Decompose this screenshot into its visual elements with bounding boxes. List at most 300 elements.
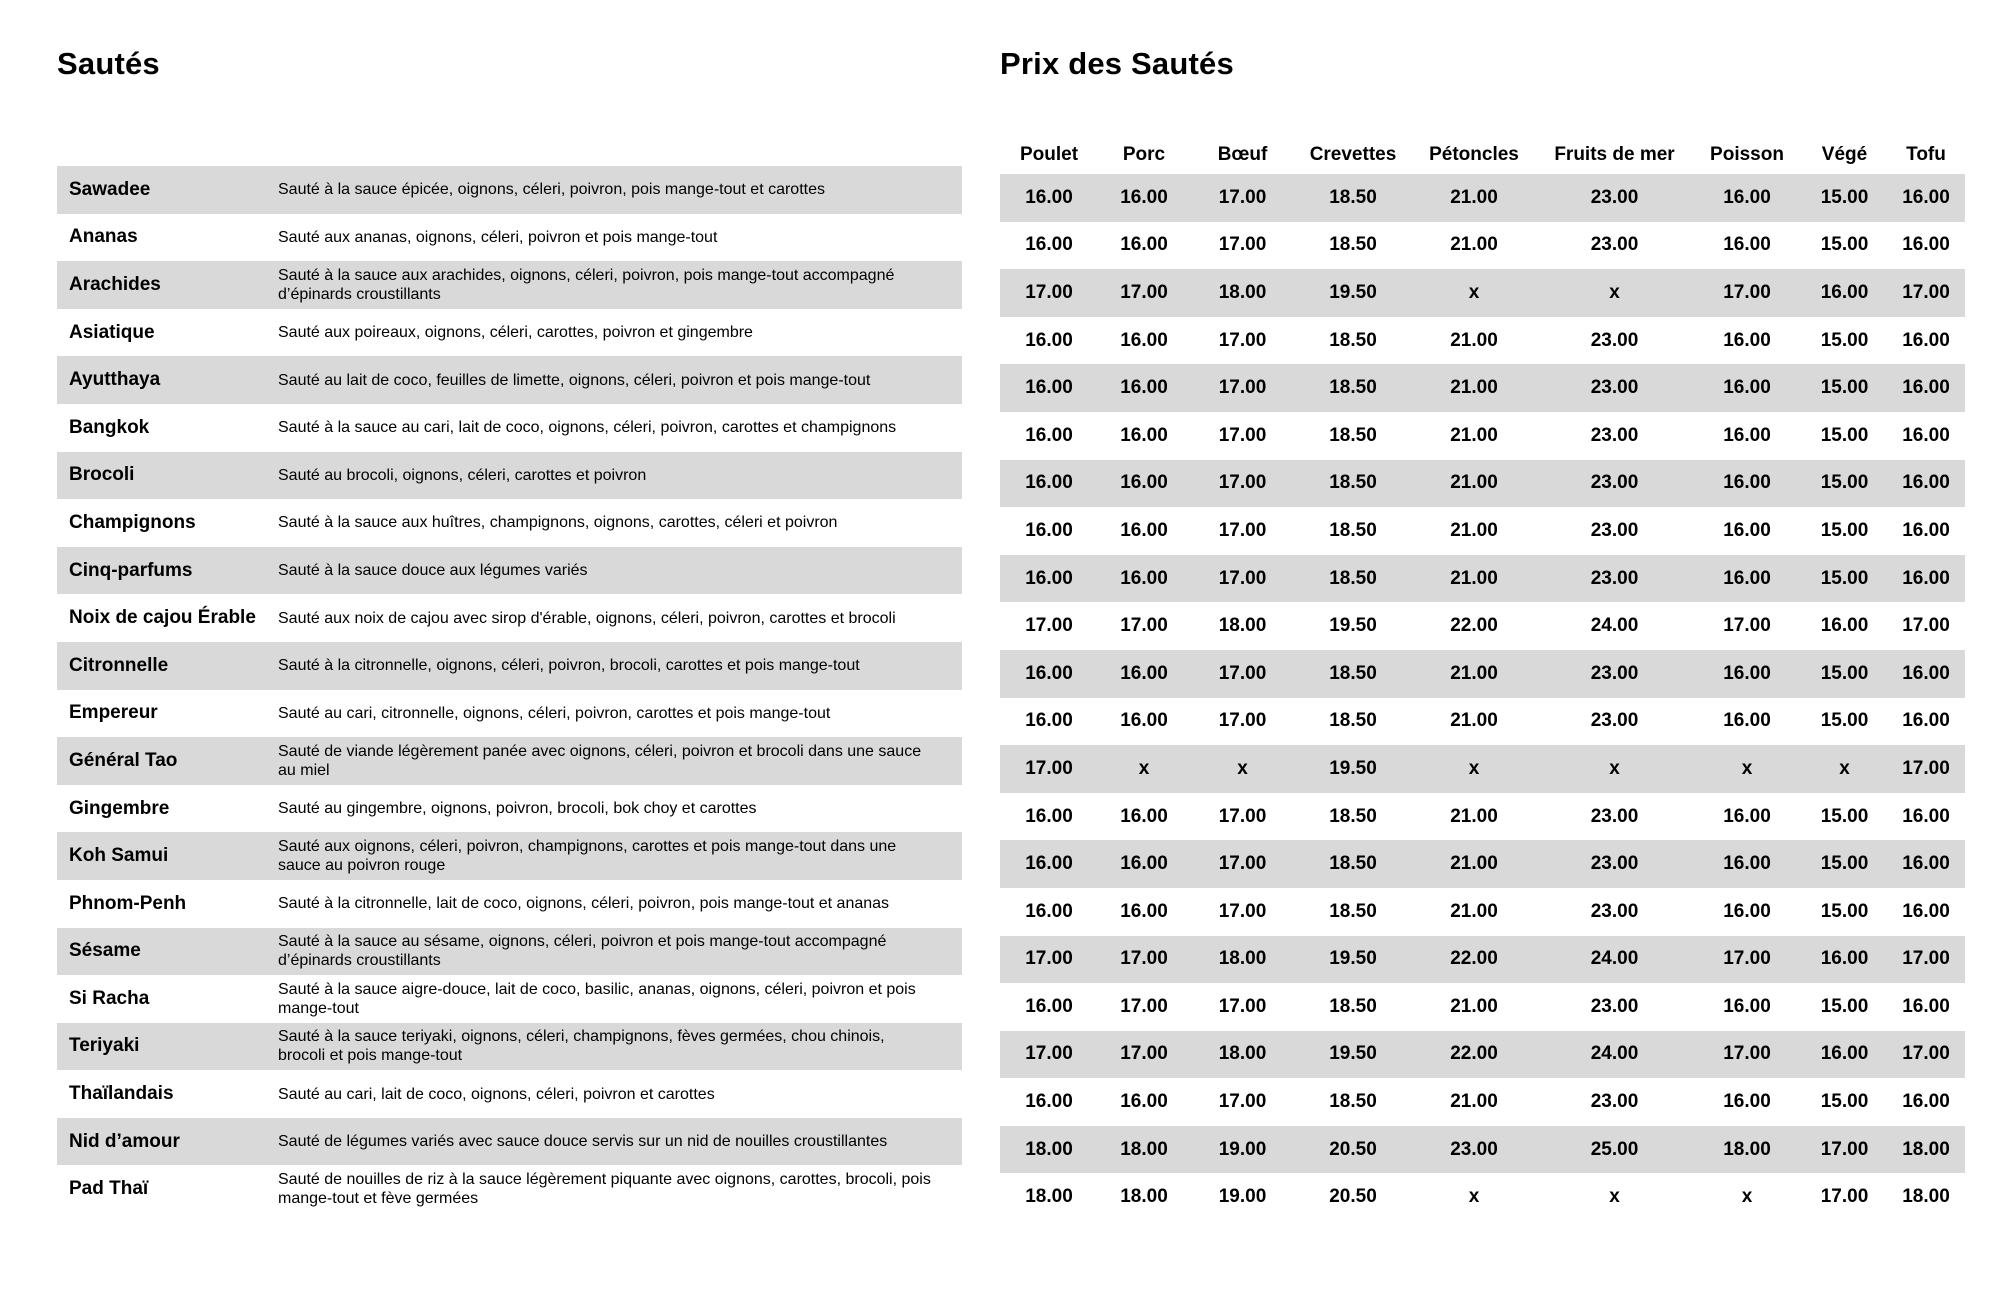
price-cell: 16.00: [1098, 650, 1190, 698]
price-cell: 16.00: [1692, 174, 1802, 222]
price-cell: 18.00: [1190, 936, 1295, 984]
price-cell: 17.00: [1190, 650, 1295, 698]
price-row: [1000, 1078, 1965, 1126]
price-row: [1000, 555, 1965, 603]
price-cell: 17.00: [1120, 615, 1168, 637]
price-cell: 23.00: [1411, 1126, 1537, 1174]
price-cell: 16.00: [1723, 900, 1771, 922]
price-cell: 16.00: [1902, 234, 1950, 256]
price-cell: 19.50: [1329, 615, 1377, 637]
price-cell: 18.50: [1329, 234, 1377, 256]
dish-description: Sauté au cari, citronnelle, oignons, céleri, poivron, carottes et pois mange-tout: [278, 704, 831, 722]
price-cell: x: [1537, 269, 1692, 317]
price-cell: 24.00: [1537, 1031, 1692, 1079]
price-cell: 16.00: [1887, 364, 1965, 412]
price-cell: 16.00: [1723, 234, 1771, 256]
price-cell: 16.00: [1887, 174, 1965, 222]
price-cell: 23.00: [1537, 840, 1692, 888]
price-cell: x: [1411, 269, 1537, 317]
price-row: [1000, 1126, 1965, 1174]
price-cell: 17.00: [1025, 615, 1073, 637]
price-cell: 25.00: [1537, 1126, 1692, 1174]
price-cell: 17.00: [1887, 1031, 1965, 1079]
price-cell: 17.00: [1000, 745, 1098, 793]
price-cell: 16.00: [1000, 555, 1098, 603]
price-cell: 16.00: [1723, 1091, 1771, 1113]
dish-row: [57, 880, 962, 928]
dish-name: Teriyaki: [57, 1023, 278, 1071]
price-cell: 16.00: [1120, 1091, 1168, 1113]
price-cell: 19.50: [1295, 936, 1411, 984]
price-cell: 17.00: [1218, 424, 1267, 446]
price-cell: 16.00: [1802, 1031, 1887, 1079]
price-cell: 19.00: [1190, 1126, 1295, 1174]
price-cell: 16.00: [1723, 519, 1771, 541]
price-cell: 17.00: [1218, 519, 1267, 541]
price-cell: 21.00: [1450, 900, 1498, 922]
price-cell: 17.00: [1000, 1031, 1098, 1079]
dish-description: Sauté au gingembre, oignons, poivron, brocoli, bok choy et carottes: [278, 800, 757, 818]
price-cell: 23.00: [1590, 1091, 1639, 1113]
price-cell: 16.00: [1098, 555, 1190, 603]
price-cell: x: [1692, 745, 1802, 793]
price-cell: 16.00: [1120, 710, 1168, 732]
price-row: [1000, 793, 1965, 841]
dish-description: Sauté à la sauce épicée, oignons, céleri, poivron, pois mange-tout et carottes: [278, 166, 962, 214]
dish-name: Citronnelle: [57, 642, 278, 690]
price-row: [1000, 364, 1965, 412]
price-cell: x: [1537, 745, 1692, 793]
price-cell: 15.00: [1802, 460, 1887, 508]
price-cell: 16.00: [1723, 995, 1771, 1017]
price-cell: 15.00: [1820, 1091, 1869, 1113]
price-cell: 18.50: [1329, 329, 1377, 351]
price-cell: 17.00: [1190, 364, 1295, 412]
price-row: [1000, 174, 1965, 222]
price-cell: 17.00: [1218, 329, 1267, 351]
dishes-table: [57, 166, 962, 1213]
price-cell: 18.00: [1190, 269, 1295, 317]
price-cell: 16.00: [1902, 710, 1950, 732]
price-cell: 18.00: [1025, 1186, 1073, 1208]
price-cell: 16.00: [1692, 460, 1802, 508]
dish-name: Cinq-parfums: [57, 547, 278, 595]
price-cell: 17.00: [1723, 615, 1771, 637]
dish-row: [57, 166, 962, 214]
price-cell: x: [1411, 745, 1537, 793]
dish-name: Sawadee: [57, 166, 278, 214]
price-cell: 18.50: [1329, 1091, 1377, 1113]
price-cell: 23.00: [1590, 234, 1639, 256]
price-cell: 21.00: [1450, 1091, 1498, 1113]
price-cell: 16.00: [1098, 460, 1190, 508]
price-cell: 24.00: [1537, 936, 1692, 984]
price-cell: 15.00: [1820, 995, 1869, 1017]
price-cell: 23.00: [1590, 519, 1639, 541]
price-cell: 17.00: [1000, 269, 1098, 317]
price-cell: 17.00: [1120, 995, 1168, 1017]
price-row: [1000, 650, 1965, 698]
price-cell: 16.00: [1802, 936, 1887, 984]
price-cell: 21.00: [1450, 995, 1498, 1017]
price-cell: 15.00: [1802, 840, 1887, 888]
dish-description: Sauté à la citronnelle, lait de coco, oignons, céleri, poivron, pois mange-tout et ananas: [278, 895, 890, 913]
price-cell: 16.00: [1723, 710, 1771, 732]
price-cell: 21.00: [1450, 519, 1498, 541]
price-cell: 16.00: [1000, 174, 1098, 222]
dish-description: Sauté à la citronnelle, oignons, céleri, poivron, brocoli, carottes et pois mange-tout: [278, 642, 962, 690]
price-cell: 17.00: [1190, 460, 1295, 508]
price-cell: 18.50: [1329, 519, 1377, 541]
price-column-header: Pétoncles: [1411, 128, 1537, 174]
dish-row: [57, 1165, 962, 1213]
dish-name: Si Racha: [69, 987, 150, 1009]
price-cell: 18.50: [1295, 650, 1411, 698]
price-cell: 17.00: [1820, 1186, 1869, 1208]
price-cell: 16.00: [1723, 805, 1771, 827]
price-cell: x: [1098, 745, 1190, 793]
price-cell: 16.00: [1120, 329, 1168, 351]
price-column-header: Crevettes: [1295, 128, 1411, 174]
price-cell: 21.00: [1411, 840, 1537, 888]
dish-name: Brocoli: [57, 452, 278, 500]
price-cell: 16.00: [1120, 900, 1168, 922]
price-cell: 16.00: [1025, 805, 1073, 827]
price-cell: 17.00: [1218, 710, 1267, 732]
dish-row: [57, 214, 962, 262]
price-cell: 15.00: [1802, 555, 1887, 603]
price-column-header: Végé: [1802, 128, 1887, 174]
price-cell: 16.00: [1000, 650, 1098, 698]
dish-name: Général Tao: [57, 737, 278, 785]
price-cell: 16.00: [1692, 364, 1802, 412]
dish-description: Sauté au lait de coco, feuilles de limette, oignons, céleri, poivron et pois mange-tout: [278, 356, 962, 404]
price-cell: 18.50: [1329, 710, 1377, 732]
price-cell: 16.00: [1887, 650, 1965, 698]
dish-row: [57, 642, 962, 690]
price-cell: 23.00: [1537, 650, 1692, 698]
price-row: [1000, 1173, 1965, 1221]
price-column-header: Poulet: [1000, 128, 1098, 174]
price-cell: x: [1802, 745, 1887, 793]
price-cell: 17.00: [1692, 936, 1802, 984]
price-row: [1000, 888, 1965, 936]
price-cell: 16.00: [1692, 555, 1802, 603]
price-cell: 17.00: [1692, 1031, 1802, 1079]
dish-row: [57, 594, 962, 642]
price-cell: 23.00: [1590, 710, 1639, 732]
price-cell: 17.00: [1218, 995, 1267, 1017]
price-cell: 21.00: [1411, 650, 1537, 698]
price-cell: 16.00: [1820, 615, 1869, 637]
price-cell: 15.00: [1802, 364, 1887, 412]
price-cell: 17.00: [1190, 174, 1295, 222]
price-cell: 15.00: [1820, 329, 1869, 351]
price-cell: 17.00: [1098, 936, 1190, 984]
price-cell: 17.00: [1692, 269, 1802, 317]
price-cell: 21.00: [1450, 710, 1498, 732]
dish-description: Sauté à la sauce aux huîtres, champignons, oignons, carottes, céleri et poivron: [278, 514, 838, 532]
price-cell: 17.00: [1098, 1031, 1190, 1079]
price-cell: 20.50: [1329, 1186, 1377, 1208]
price-cell: 16.00: [1098, 840, 1190, 888]
dish-description: Sauté aux ananas, oignons, céleri, poivron et pois mange-tout: [278, 228, 718, 246]
dish-row: [57, 1118, 962, 1166]
price-cell: 23.00: [1590, 329, 1639, 351]
price-cell: x: [1609, 1186, 1620, 1208]
dish-description: Sauté à la sauce aux arachides, oignons, céleri, poivron, pois mange-tout accompagné d’épinards croustillants: [278, 261, 962, 309]
price-cell: 16.00: [1025, 424, 1073, 446]
price-cell: 17.00: [1802, 1126, 1887, 1174]
dish-row: [57, 737, 962, 785]
price-cell: 21.00: [1411, 364, 1537, 412]
dish-description: Sauté à la sauce au sésame, oignons, céleri, poivron et pois mange-tout accompagné d’épinards croustillants: [278, 928, 962, 976]
price-cell: 21.00: [1450, 329, 1498, 351]
price-cell: 18.50: [1295, 840, 1411, 888]
price-cell: 15.00: [1820, 805, 1869, 827]
price-column-header: Fruits de mer: [1537, 128, 1692, 174]
price-row: [1000, 745, 1965, 793]
prix-title: Prix des Sautés: [1000, 46, 1234, 81]
price-cell: 18.00: [1000, 1126, 1098, 1174]
dish-name: Champignons: [69, 511, 196, 533]
price-cell: 16.00: [1902, 329, 1950, 351]
dish-name: Sésame: [57, 928, 278, 976]
dish-description: Sauté aux poireaux, oignons, céleri, carottes, poivron et gingembre: [278, 324, 753, 342]
dish-name: Empereur: [69, 702, 158, 724]
dish-description: Sauté de nouilles de riz à la sauce légèrement piquante avec oignons, carottes, brocoli, pois mange-tout et fève germées: [278, 1171, 931, 1208]
price-cell: 21.00: [1450, 234, 1498, 256]
price-cell: 23.00: [1590, 424, 1639, 446]
price-row: [1000, 840, 1965, 888]
dish-description: Sauté au cari, lait de coco, oignons, céleri, poivron et carottes: [278, 1085, 715, 1103]
dish-name: Ayutthaya: [57, 356, 278, 404]
dish-description: Sauté au brocoli, oignons, céleri, carottes et poivron: [278, 452, 962, 500]
price-cell: 15.00: [1820, 900, 1869, 922]
price-row: [1000, 602, 1965, 650]
price-cell: 21.00: [1411, 460, 1537, 508]
dish-row: [57, 547, 962, 595]
dish-description: Sauté à la sauce au cari, lait de coco, oignons, céleri, poivron, carottes et champignons: [278, 419, 897, 437]
price-cell: 17.00: [1887, 745, 1965, 793]
price-column-header: Tofu: [1887, 128, 1965, 174]
price-cell: 16.00: [1723, 329, 1771, 351]
price-cell: 16.00: [1902, 519, 1950, 541]
dish-name: Pad Thaï: [69, 1178, 149, 1200]
price-cell: 17.00: [1218, 234, 1267, 256]
price-cell: 16.00: [1120, 424, 1168, 446]
price-cell: 17.00: [1098, 269, 1190, 317]
dish-row: [57, 356, 962, 404]
price-cell: 17.00: [1218, 1091, 1267, 1113]
sautes-section: [57, 46, 962, 1213]
dish-name: Arachides: [57, 261, 278, 309]
price-cell: 16.00: [1887, 460, 1965, 508]
price-row: [1000, 412, 1965, 460]
dish-name: Asiatique: [69, 321, 155, 343]
price-cell: 17.00: [1000, 936, 1098, 984]
price-cell: 18.00: [1120, 1186, 1168, 1208]
price-cell: 22.00: [1411, 1031, 1537, 1079]
price-cell: 16.00: [1120, 805, 1168, 827]
price-row: [1000, 269, 1965, 317]
dish-description: Sauté à la sauce aigre-douce, lait de coco, basilic, ananas, oignons, céleri, poivron et pois mange-tout: [278, 980, 916, 1017]
price-cell: 16.00: [1000, 364, 1098, 412]
price-cell: 16.00: [1025, 995, 1073, 1017]
price-cell: 16.00: [1887, 840, 1965, 888]
dish-description: Sauté à la sauce douce aux légumes variés: [278, 547, 962, 595]
price-cell: 23.00: [1590, 900, 1639, 922]
price-row: [1000, 936, 1965, 984]
price-cell: 15.00: [1820, 424, 1869, 446]
price-cell: 16.00: [1692, 840, 1802, 888]
price-cell: 23.00: [1537, 364, 1692, 412]
price-cell: 22.00: [1450, 615, 1498, 637]
price-cell: 16.00: [1902, 805, 1950, 827]
price-cell: 21.00: [1450, 805, 1498, 827]
price-cell: 16.00: [1120, 234, 1168, 256]
price-cell: 17.00: [1190, 840, 1295, 888]
price-cell: 20.50: [1295, 1126, 1411, 1174]
dish-name: Bangkok: [69, 416, 150, 438]
price-cell: 16.00: [1025, 519, 1073, 541]
price-column-header: Poisson: [1692, 128, 1802, 174]
dish-name: Noix de cajou Érable: [69, 607, 256, 629]
dish-description: Sauté aux oignons, céleri, poivron, champignons, carottes et pois mange-tout dans une sauce au poivron rouge: [278, 832, 962, 880]
dish-row: [57, 452, 962, 500]
price-cell: 16.00: [1723, 424, 1771, 446]
price-header-row: [1000, 128, 1965, 174]
dish-row: [57, 1023, 962, 1071]
price-cell: 16.00: [1887, 555, 1965, 603]
price-cell: 18.50: [1295, 460, 1411, 508]
dish-description: Sauté de viande légèrement panée avec oignons, céleri, poivron et brocoli dans une sauce au miel: [278, 737, 962, 785]
price-cell: 23.00: [1590, 805, 1639, 827]
price-cell: 24.00: [1590, 615, 1639, 637]
price-cell: 15.00: [1820, 234, 1869, 256]
price-cell: 21.00: [1450, 424, 1498, 446]
price-row: [1000, 983, 1965, 1031]
dish-row: [57, 690, 962, 738]
dish-row: [57, 261, 962, 309]
price-cell: 18.50: [1329, 805, 1377, 827]
price-cell: 16.00: [1025, 329, 1073, 351]
price-cell: 23.00: [1590, 995, 1639, 1017]
dish-name: Gingembre: [69, 797, 170, 819]
price-cell: 16.00: [1000, 460, 1098, 508]
price-row: [1000, 317, 1965, 365]
price-cell: 21.00: [1411, 174, 1537, 222]
price-cell: x: [1741, 1186, 1753, 1208]
price-cell: 23.00: [1537, 555, 1692, 603]
price-cell: 19.00: [1218, 1186, 1267, 1208]
dish-row: [57, 785, 962, 833]
price-cell: 16.00: [1120, 519, 1168, 541]
price-column-header: Porc: [1098, 128, 1190, 174]
price-row: [1000, 698, 1965, 746]
price-cell: 17.00: [1902, 615, 1950, 637]
price-cell: 17.00: [1887, 269, 1965, 317]
price-column-header: Bœuf: [1190, 128, 1295, 174]
price-cell: 23.00: [1537, 460, 1692, 508]
price-cell: x: [1190, 745, 1295, 793]
dish-row: [57, 975, 962, 1023]
price-cell: 17.00: [1190, 555, 1295, 603]
price-cell: 16.00: [1902, 424, 1950, 446]
prices-table: [1000, 128, 1965, 1221]
price-cell: 18.00: [1887, 1126, 1965, 1174]
price-cell: 15.00: [1802, 650, 1887, 698]
price-cell: 15.00: [1820, 519, 1869, 541]
price-cell: 16.00: [1098, 364, 1190, 412]
price-cell: 16.00: [1902, 1091, 1950, 1113]
dish-row: [57, 1070, 962, 1118]
price-cell: 16.00: [1025, 900, 1073, 922]
price-cell: 16.00: [1025, 1091, 1073, 1113]
price-cell: 17.00: [1218, 900, 1267, 922]
price-cell: 21.00: [1411, 555, 1537, 603]
dish-row: [57, 928, 962, 976]
price-cell: 18.50: [1295, 364, 1411, 412]
price-cell: 15.00: [1820, 710, 1869, 732]
price-cell: 19.50: [1295, 745, 1411, 793]
price-row: [1000, 222, 1965, 270]
price-cell: 15.00: [1802, 174, 1887, 222]
price-cell: 16.00: [1000, 840, 1098, 888]
price-row: [1000, 1031, 1965, 1079]
price-row: [1000, 507, 1965, 555]
price-cell: 18.50: [1329, 995, 1377, 1017]
price-cell: 16.00: [1692, 650, 1802, 698]
price-cell: 18.50: [1295, 174, 1411, 222]
price-cell: 16.00: [1098, 174, 1190, 222]
price-cell: 17.00: [1887, 936, 1965, 984]
price-cell: 16.00: [1025, 234, 1073, 256]
price-cell: 18.00: [1190, 1031, 1295, 1079]
price-cell: 23.00: [1537, 174, 1692, 222]
price-cell: 19.50: [1295, 269, 1411, 317]
price-cell: 16.00: [1025, 710, 1073, 732]
price-cell: x: [1468, 1186, 1480, 1208]
dish-name: Phnom-Penh: [69, 892, 187, 914]
price-cell: 18.00: [1098, 1126, 1190, 1174]
price-cell: 18.00: [1218, 615, 1267, 637]
price-cell: 16.00: [1902, 900, 1950, 922]
price-cell: 18.50: [1329, 424, 1377, 446]
dish-name: Thaïlandais: [69, 1083, 174, 1105]
price-cell: 18.50: [1295, 555, 1411, 603]
dish-row: [57, 404, 962, 452]
price-cell: 19.50: [1295, 1031, 1411, 1079]
dish-description: Sauté aux noix de cajou avec sirop d'érable, oignons, céleri, poivron, carottes et brocoli: [278, 609, 896, 627]
price-cell: 16.00: [1902, 995, 1950, 1017]
dish-name: Koh Samui: [57, 832, 278, 880]
price-cell: 17.00: [1218, 805, 1267, 827]
price-cell: 18.00: [1902, 1186, 1950, 1208]
dish-row: [57, 309, 962, 357]
price-cell: 16.00: [1802, 269, 1887, 317]
dish-row: [57, 832, 962, 880]
dish-name: Nid d’amour: [57, 1118, 278, 1166]
price-cell: 18.00: [1692, 1126, 1802, 1174]
dish-name: Ananas: [69, 226, 138, 248]
price-row: [1000, 460, 1965, 508]
dish-row: [57, 499, 962, 547]
price-cell: 18.50: [1329, 900, 1377, 922]
price-cell: 22.00: [1411, 936, 1537, 984]
dish-description: Sauté à la sauce teriyaki, oignons, céleri, champignons, fèves germées, chou chinois, brocoli et pois mange-tout: [278, 1023, 962, 1071]
sautes-title: Sautés: [57, 46, 160, 81]
